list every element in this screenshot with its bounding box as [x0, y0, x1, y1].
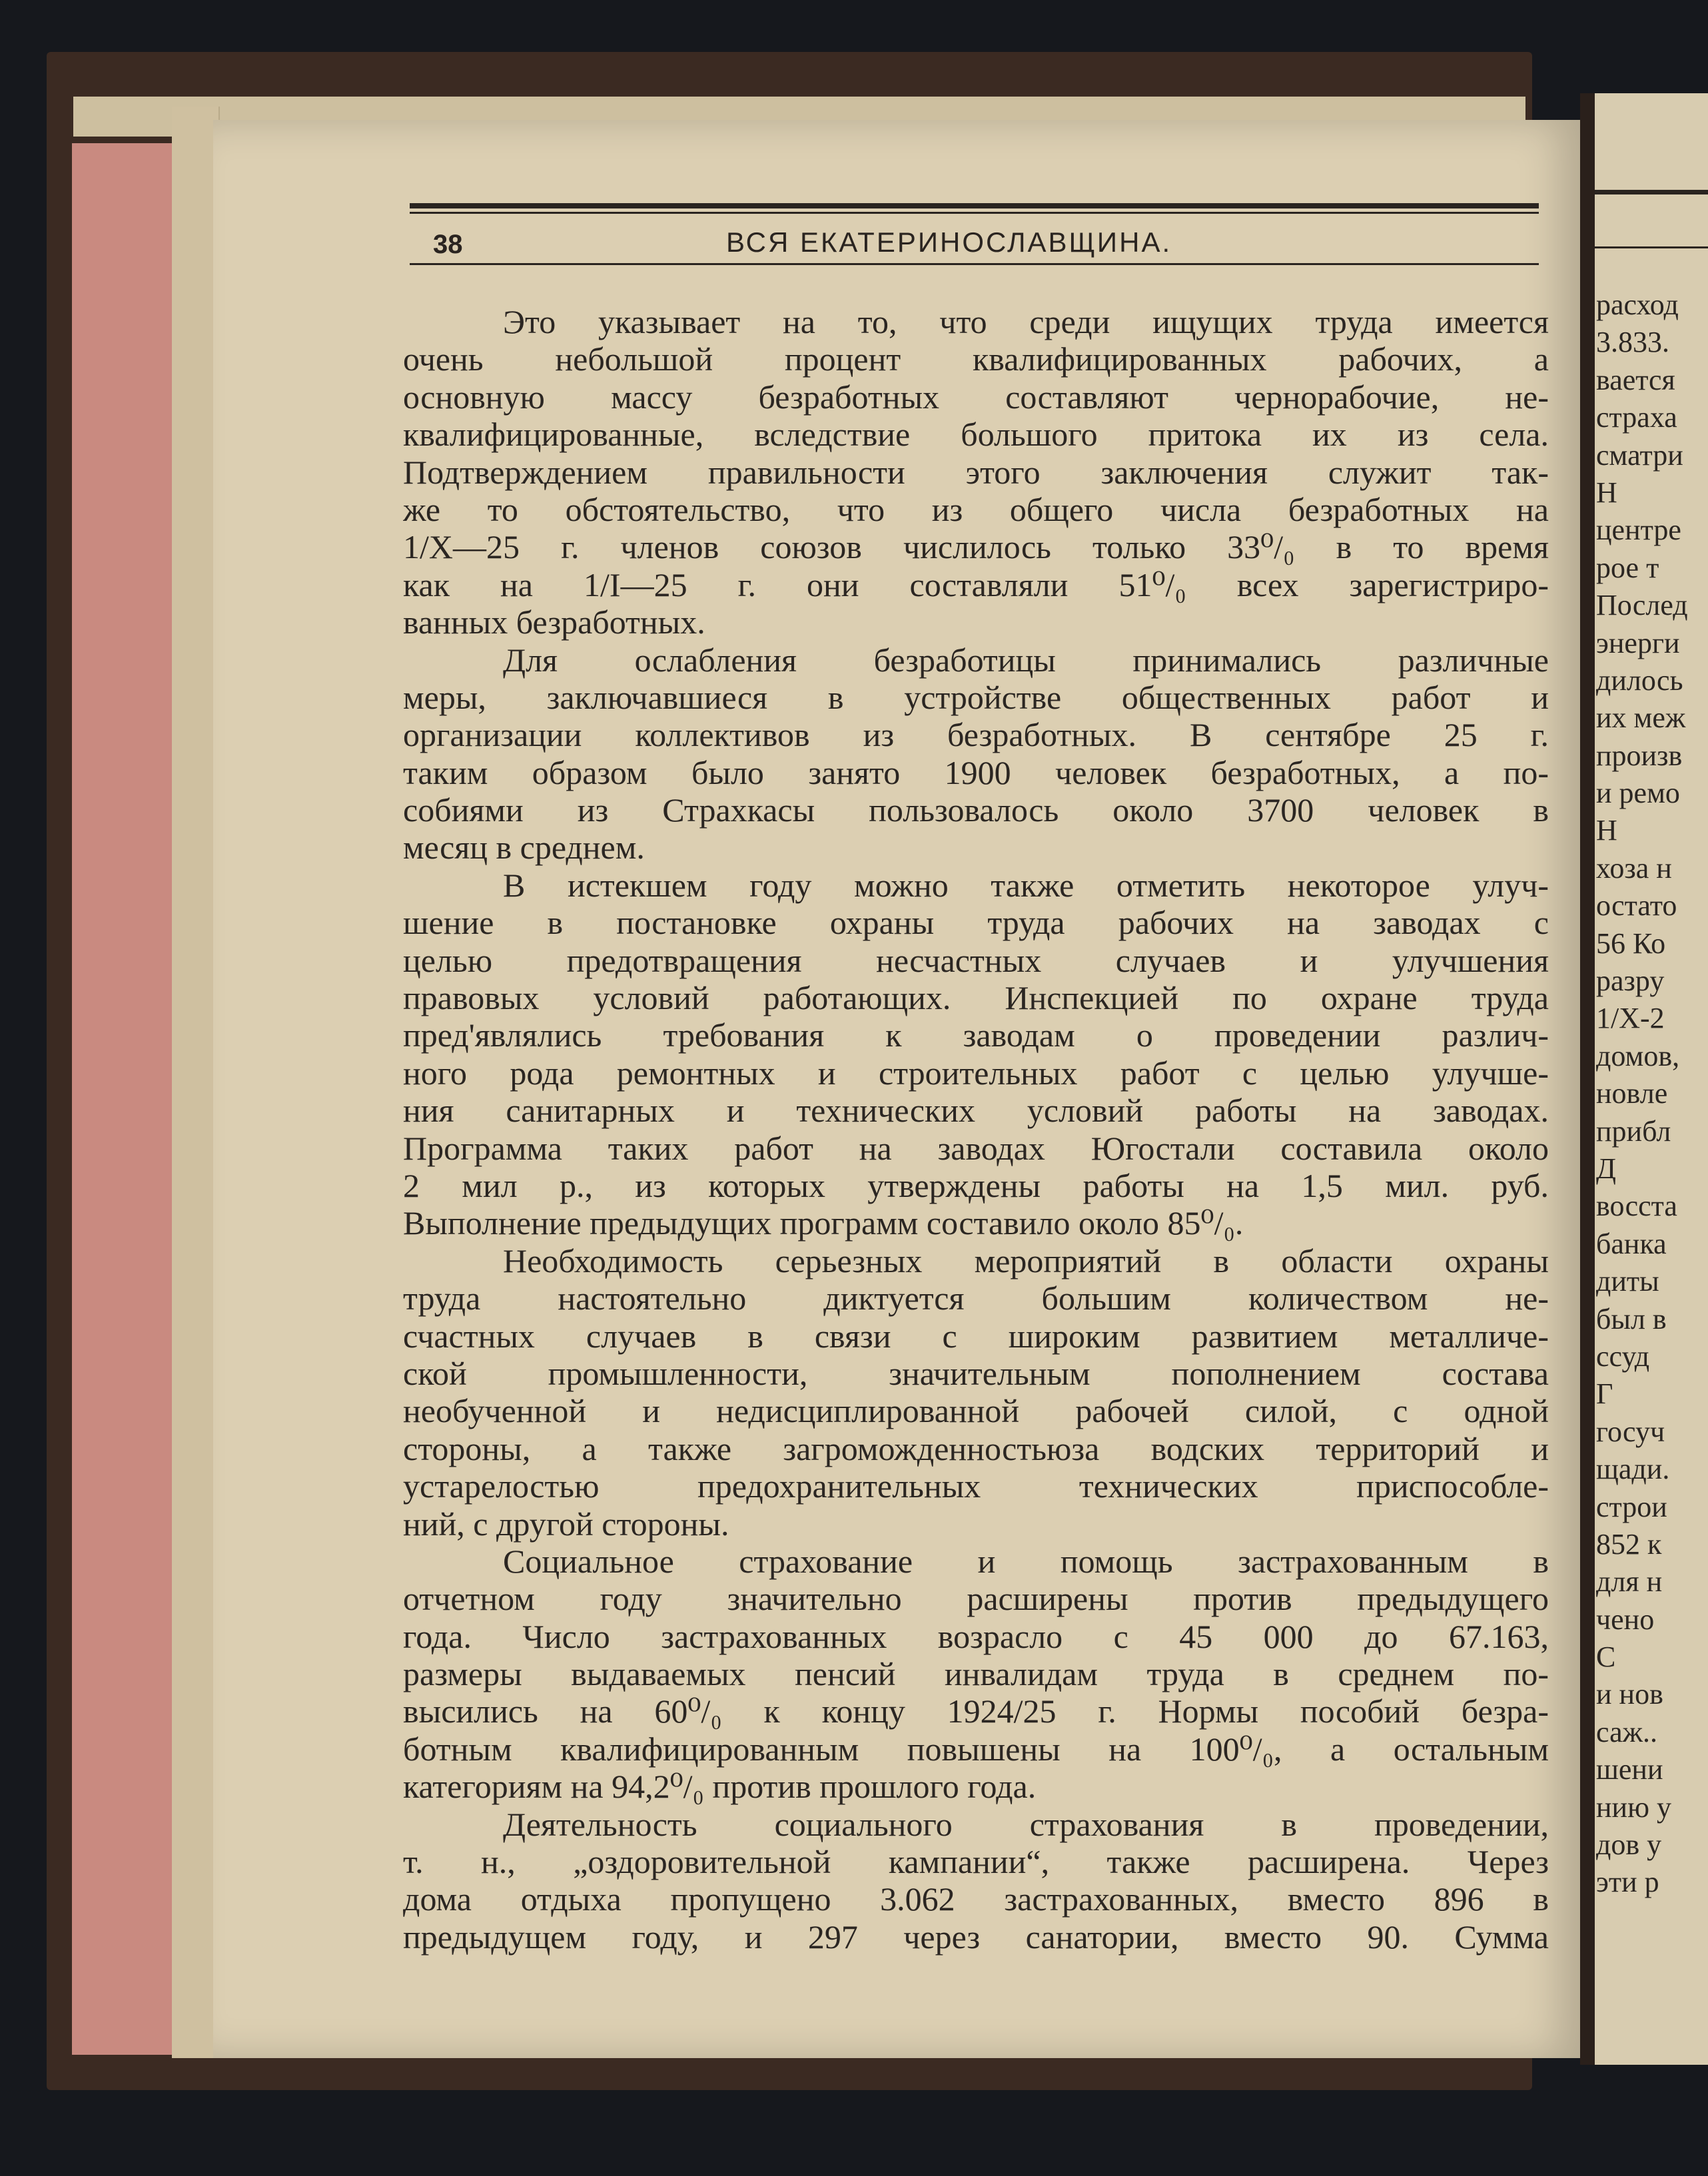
- right-page-line: домов,: [1596, 1039, 1680, 1072]
- text-line: необученной и недисциплированной рабочей силой, с одной: [403, 1392, 1549, 1430]
- text-line: дома отдыха пропущено 3.062 застрахованных, вместо 896 в: [403, 1880, 1549, 1918]
- right-page-line: Н: [1596, 814, 1617, 847]
- right-page-line: шени: [1596, 1753, 1663, 1786]
- text-line: категориям на 94,2⁰/₀ против прошлого года.: [403, 1768, 1037, 1806]
- right-page-line: С: [1596, 1640, 1616, 1674]
- text-line: В истекшем году можно также отметить некоторое улуч-: [503, 866, 1549, 904]
- text-line: труда настоятельно диктуется большим количеством не-: [403, 1279, 1549, 1317]
- text-line: ния санитарных и технических условий работы на заводах.: [403, 1092, 1549, 1130]
- text-line: же то обстоятельство, что из общего числа безработных на: [403, 490, 1549, 528]
- right-page-line: разру: [1596, 964, 1665, 998]
- text-line: Социальное страхование и помощь застрахованным в: [503, 1542, 1549, 1580]
- right-page-line: энерги: [1596, 626, 1680, 659]
- right-page-line: был в: [1596, 1302, 1667, 1335]
- right-page-line: госуч: [1596, 1415, 1665, 1448]
- text-line: очень небольшой процент квалифицированных рабочих, а: [403, 340, 1549, 378]
- text-line: 2 мил р., из которых утверждены работы на 1,5 мил. руб.: [403, 1166, 1549, 1204]
- right-page-line: центре: [1596, 514, 1681, 547]
- right-page-line: новле: [1596, 1077, 1668, 1110]
- right-page-line: диты: [1596, 1265, 1659, 1298]
- right-page-line: чено: [1596, 1603, 1655, 1636]
- text-line: ний, с другой стороны.: [403, 1505, 729, 1543]
- text-line: устарелостью предохранительных технических приспособле-: [403, 1467, 1549, 1505]
- text-line: высились на 60⁰/₀ к концу 1924/25 г. Нормы пособий безра-: [403, 1692, 1549, 1730]
- header-rule-thick: [410, 203, 1539, 208]
- text-line: Деятельность социального страхования в проведении,: [503, 1805, 1549, 1843]
- text-line: Необходимость серьезных мероприятий в области охраны: [503, 1242, 1549, 1279]
- right-page-text: [1596, 286, 1708, 1902]
- text-line: т. н., „оздоровительной кампании“, также расширена. Через: [403, 1843, 1549, 1881]
- right-page-line: 1/X-2: [1596, 1002, 1665, 1035]
- right-page-line: и ремо: [1596, 777, 1680, 810]
- text-line: шение в постановке охраны труда рабочих на заводах с: [403, 904, 1549, 942]
- right-page-header-rule: [1595, 190, 1708, 194]
- right-page-line: саж..: [1596, 1715, 1657, 1748]
- text-line: Это указывает на то, что среди ищущих труда имеется: [503, 303, 1549, 340]
- right-page-line: восста: [1596, 1190, 1677, 1223]
- right-page-line: вается: [1596, 363, 1675, 396]
- right-page-line: Г: [1596, 1377, 1613, 1411]
- right-page-line: Н: [1596, 476, 1617, 509]
- page-number: 38: [433, 230, 463, 259]
- text-line: Выполнение предыдущих программ составило около 85⁰/₀.: [403, 1204, 1244, 1242]
- right-page-line: хоза н: [1596, 851, 1672, 885]
- text-line: квалифицированные, вследствие большого притока их из села.: [403, 416, 1549, 454]
- right-page-line: остато: [1596, 889, 1677, 922]
- header-rule-thin: [410, 212, 1539, 214]
- text-line: предыдущем году, и 297 через санатории, вместо 90. Сумма: [403, 1918, 1549, 1956]
- text-line: меры, заключавшиеся в устройстве общественных работ и: [403, 678, 1549, 716]
- right-page-line: 3.833.: [1596, 326, 1669, 359]
- right-page-line: ссуд: [1596, 1339, 1650, 1373]
- text-line: месяц в среднем.: [403, 829, 645, 867]
- text-line: ного рода ремонтных и строительных работ с целью улучше-: [403, 1054, 1549, 1092]
- text-line: целью предотвращения несчастных случаев и улучшения: [403, 941, 1549, 979]
- text-line: Подтверждением правильности этого заключения служит так-: [403, 453, 1549, 491]
- right-page-line: Д: [1596, 1152, 1617, 1185]
- text-line: правовых условий работающих. Инспекцией по охране труда: [403, 979, 1549, 1017]
- right-page-line: произв: [1596, 739, 1683, 772]
- right-page-line: рое т: [1596, 551, 1659, 584]
- right-page-line: сматри: [1596, 438, 1683, 472]
- running-head: ВСЯ ЕКАТЕРИНОСЛАВЩИНА.: [726, 226, 1172, 258]
- text-line: ской промышленности, значительным пополнением состава: [403, 1354, 1549, 1392]
- right-page-line: для н: [1596, 1565, 1663, 1599]
- background-bottom: [0, 2091, 1708, 2176]
- right-page-line: 852 к: [1596, 1527, 1662, 1561]
- text-line: стороны, а также загроможденностьюза водских территорий и: [403, 1429, 1549, 1467]
- right-page-line: дов у: [1596, 1828, 1662, 1862]
- right-page-line: строи: [1596, 1490, 1667, 1523]
- right-page-line: их меж: [1596, 701, 1686, 735]
- right-page-line: расход: [1596, 288, 1679, 321]
- right-page-line: дилось: [1596, 663, 1683, 697]
- right-page-line: Послед: [1596, 589, 1688, 622]
- right-page-header-rule-thin: [1595, 246, 1708, 248]
- header-rule-bottom: [410, 263, 1539, 265]
- right-page-line: прибл: [1596, 1114, 1671, 1148]
- text-line: собиями из Страхкасы пользовалось около 3700 человек в: [403, 791, 1549, 829]
- right-page-line: нию у: [1596, 1790, 1671, 1824]
- text-line: отчетном году значительно расширены против предыдущего: [403, 1580, 1549, 1618]
- text-line: счастных случаев в связи с широким развитием металличе-: [403, 1317, 1549, 1355]
- text-line: ботным квалифицированным повышены на 100⁰/₀, а остальным: [403, 1730, 1549, 1768]
- text-line: ванных безработных.: [403, 603, 705, 641]
- text-line: организации коллективов из безработных. В сентябре 25 г.: [403, 716, 1549, 754]
- body-text: [403, 303, 1549, 1956]
- page-edge-colored: [72, 143, 172, 2055]
- text-line: пред'являлись требования к заводам о проведении различ-: [403, 1016, 1549, 1054]
- right-page-line: страха: [1596, 401, 1677, 434]
- right-page-line: щади.: [1596, 1453, 1670, 1486]
- text-line: основную массу безработных составляют чернорабочие, не-: [403, 378, 1549, 416]
- text-line: как на 1/I—25 г. они составляли 51⁰/₀ всех зарегистриро-: [403, 565, 1549, 603]
- right-page-line: банка: [1596, 1227, 1667, 1260]
- right-page-line: эти р: [1596, 1866, 1659, 1899]
- text-line: Для ослабления безработицы принимались различные: [503, 641, 1549, 679]
- right-page-line: и нов: [1596, 1678, 1663, 1711]
- text-line: года. Число застрахованных возрасло с 45 000 до 67.163,: [403, 1617, 1549, 1655]
- right-page-line: 56 Ко: [1596, 926, 1666, 960]
- text-line: размеры выдаваемых пенсий инвалидам труда в среднем по-: [403, 1655, 1549, 1693]
- text-line: таким образом было занято 1900 человек безработных, а по-: [403, 753, 1549, 791]
- text-line: Программа таких работ на заводах Югостали составила около: [403, 1129, 1549, 1167]
- book-gutter: [1580, 93, 1595, 2065]
- text-line: 1/X—25 г. членов союзов числилось только 33⁰/₀ в то время: [403, 528, 1549, 566]
